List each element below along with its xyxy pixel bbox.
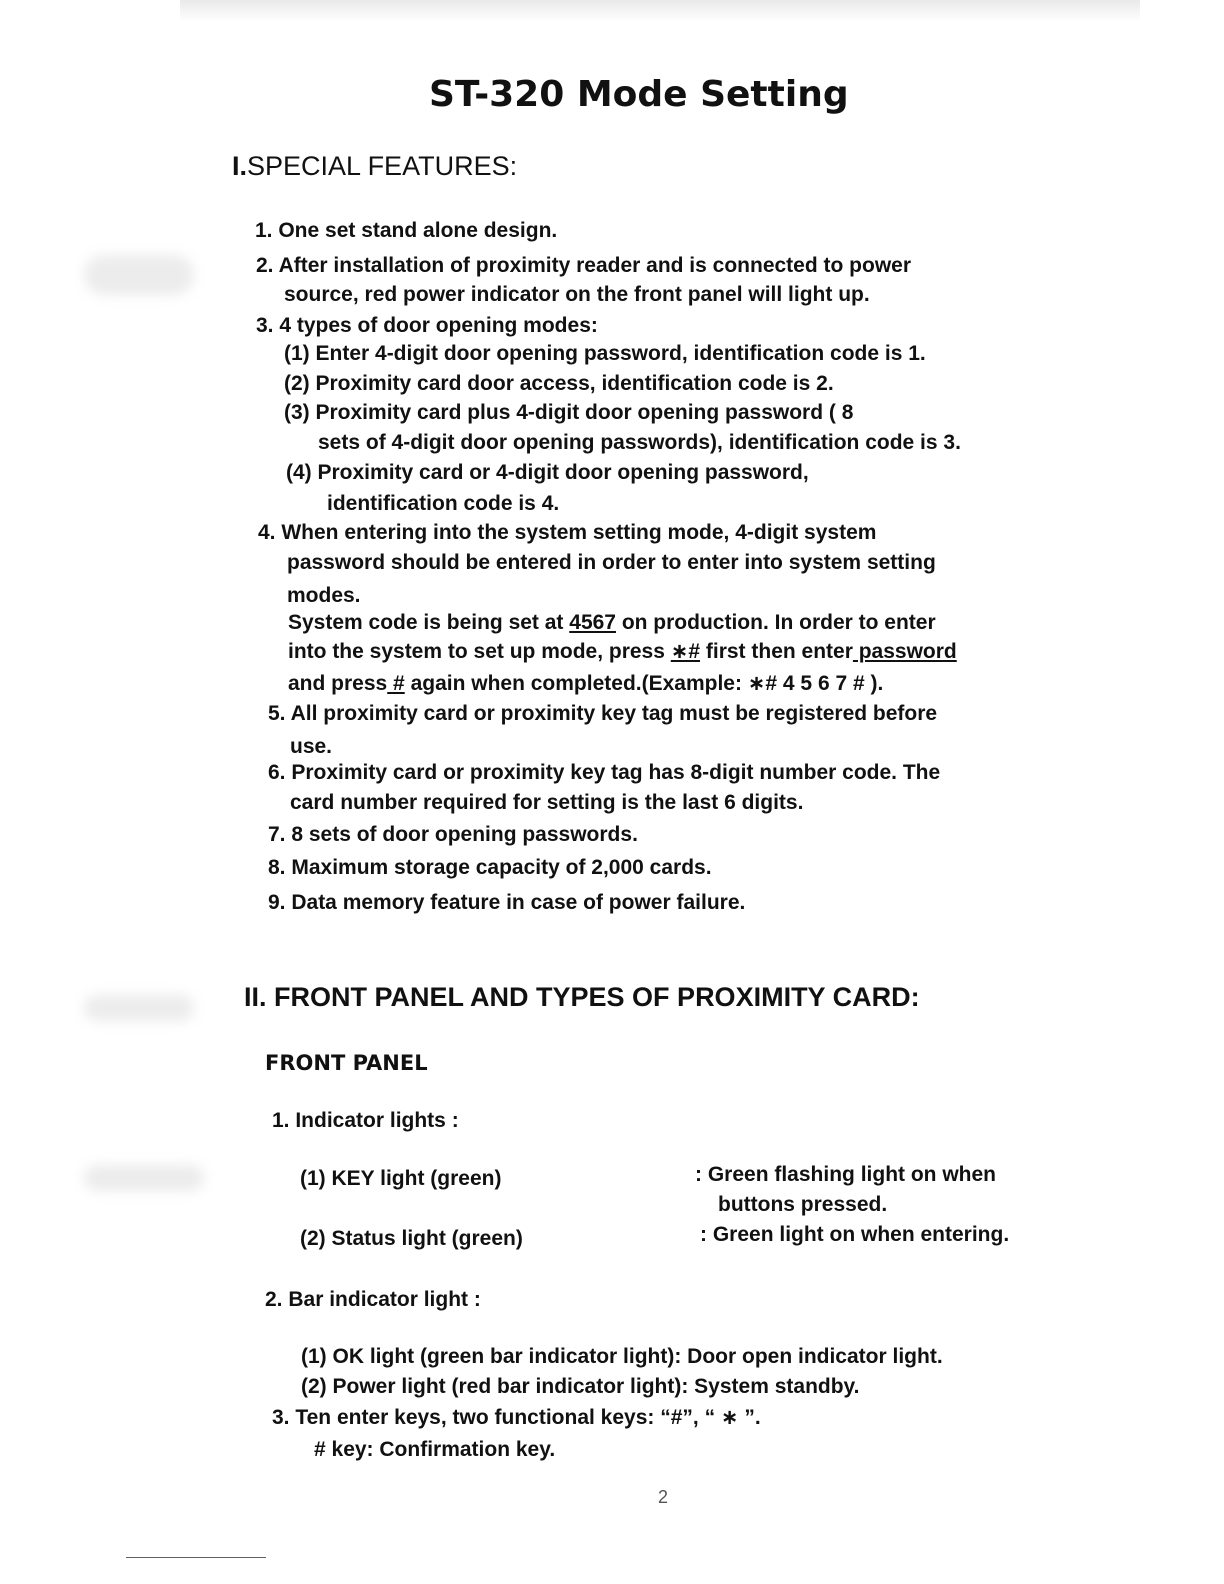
section-2-heading: [244, 981, 920, 1013]
page-title: ST-320 Mode Setting: [429, 74, 849, 115]
feature-line: card number required for setting is the last 6 digits.: [290, 791, 804, 814]
section-1-numeral: I.: [232, 151, 248, 181]
bar-indicator-heading: 2. Bar indicator light :: [265, 1288, 481, 1311]
feature-line: modes.: [287, 584, 361, 607]
section-1-heading: [232, 150, 517, 182]
hash-key: #: [387, 672, 405, 695]
section-2-numeral: II.: [244, 982, 267, 1012]
scan-smudge: [84, 255, 194, 295]
press-keys-line: into the system to set up mode, press ∗# first then enter password: [288, 640, 957, 663]
status-light-description: : Green light on when entering.: [700, 1223, 1010, 1246]
feature-line: 4. When entering into the system setting mode, 4-digit system: [258, 521, 877, 544]
star-hash-keys: ∗#: [670, 640, 701, 663]
power-light-line: (2) Power light (red bar indicator light): System standby.: [301, 1375, 860, 1398]
page-number: 2: [658, 1487, 669, 1507]
section-2-title: FRONT PANEL AND TYPES OF PROXIMITY CARD:: [274, 982, 920, 1012]
feature-line: (3) Proximity card plus 4-digit door opening password ( 8: [284, 401, 854, 424]
key-light-description-cont: buttons pressed.: [718, 1193, 888, 1216]
feature-line: 5. All proximity card or proximity key tag must be registered before: [268, 702, 938, 725]
scan-smudge: [84, 995, 194, 1021]
feature-line: (2) Proximity card door access, identification code is 2.: [284, 372, 834, 395]
press-again-line: and press # again when completed.(Example: ∗# 4 5 6 7 # ).: [288, 672, 884, 695]
feature-line: use.: [290, 735, 333, 758]
status-light-label: (2) Status light (green): [300, 1227, 523, 1250]
feature-line: 9. Data memory feature in case of power failure.: [268, 891, 746, 914]
footer-rule: [126, 1557, 266, 1558]
indicator-lights-heading: 1. Indicator lights :: [272, 1109, 459, 1132]
feature-line: 8. Maximum storage capacity of 2,000 cards.: [268, 856, 712, 879]
feature-line: identification code is 4.: [327, 492, 560, 515]
feature-line: source, red power indicator on the front panel will light up.: [284, 283, 870, 306]
feature-line: password should be entered in order to enter into system setting: [287, 551, 936, 574]
scan-shadow: [180, 0, 1140, 22]
feature-line: (4) Proximity card or 4-digit door opening password,: [286, 461, 809, 484]
feature-line: 3. 4 types of door opening modes:: [256, 314, 598, 337]
front-panel-heading: FRONT PANEL: [265, 1051, 428, 1075]
system-code-line: System code is being set at 4567 on production. In order to enter: [288, 611, 936, 634]
feature-line: sets of 4-digit door opening passwords), identification code is 3.: [318, 431, 961, 454]
feature-line: 7. 8 sets of door opening passwords.: [268, 823, 638, 846]
feature-line: 2. After installation of proximity reader and is connected to power: [256, 254, 912, 277]
hash-key-line: # key: Confirmation key.: [314, 1438, 556, 1461]
feature-line: (1) Enter 4-digit door opening password, identification code is 1.: [284, 342, 926, 365]
ok-light-line: (1) OK light (green bar indicator light): Door open indicator light.: [301, 1345, 943, 1368]
password-underlined: password: [852, 640, 957, 663]
section-1-title: SPECIAL FEATURES:: [247, 151, 518, 181]
system-code-value: 4567: [569, 611, 616, 634]
feature-line: 1. One set stand alone design.: [255, 219, 558, 242]
feature-line: 6. Proximity card or proximity key tag has 8-digit number code. The: [268, 761, 941, 784]
keys-line: 3. Ten enter keys, two functional keys: “#”, “ ∗ ”.: [272, 1406, 761, 1429]
key-light-label: (1) KEY light (green): [300, 1167, 502, 1190]
key-light-description: : Green flashing light on when: [695, 1163, 997, 1186]
scan-smudge: [84, 1165, 204, 1191]
